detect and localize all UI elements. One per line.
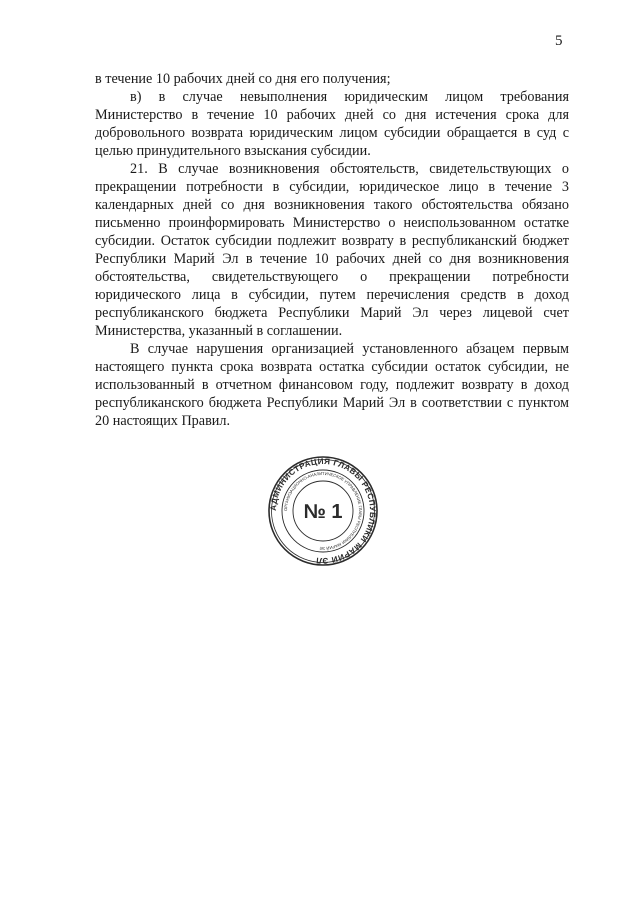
paragraph-4: В случае нарушения организацией установленного абзацем первым настоящего пункта срока возврата остатка субсидии остаток субсидии, не использованный в отчетном финансовом году, подлежит возврату в доход республиканского бюджета Республики Марий Эл в соответствии с пунктом 20 настоящих Правил.	[95, 341, 569, 429]
official-seal-stamp	[268, 456, 378, 566]
paragraph-2: в) в случае невыполнения юридическим лицом требования Министерство в течение 10 рабочих дней со дня истечения срока для добровольного возврата юридическим лицом субсидии обращается в суд с целью принудительного взыскания субсидии.	[95, 89, 569, 159]
stamp-outer-text: АДМИНИСТРАЦИЯ ГЛАВЫ РЕСПУБЛИКИ МАРИЙ ЭЛ	[268, 456, 378, 566]
stamp-inner-text: ОРГАНИЗАЦИОННО-АНАЛИТИЧЕСКОЕ УПРАВЛЕНИЕ ГЛАВЫ РЕСПУБЛИКИ МАРИЙ ЭЛ	[282, 470, 364, 552]
paragraph-3: 21. В случае возникновения обстоятельств, свидетельствующих о прекращении потребности в субсидии, юридическое лицо в течение 3 календарных дней со дня возникновения такого обстоятельства обязано письменно проинформировать Министерство о неиспользованном остатке субсидии. Остаток субсидии подлежит возврату в республиканский бюджет Республики Марий Эл в течение 10 рабочих дней со дня возникновения обстоятельства, свидетельствующего о прекращении потребности юридического лица в субсидии, путем перечисления средств в доход республиканского бюджета Республики Марий Эл через лицевой счет Министерства, указанный в соглашении.	[95, 161, 569, 339]
paragraph-1: в течение 10 рабочих дней со дня его получения;	[95, 71, 391, 87]
stamp-center-number: № 1	[303, 501, 343, 523]
page-number: 5	[555, 33, 563, 49]
document-body	[95, 70, 569, 430]
